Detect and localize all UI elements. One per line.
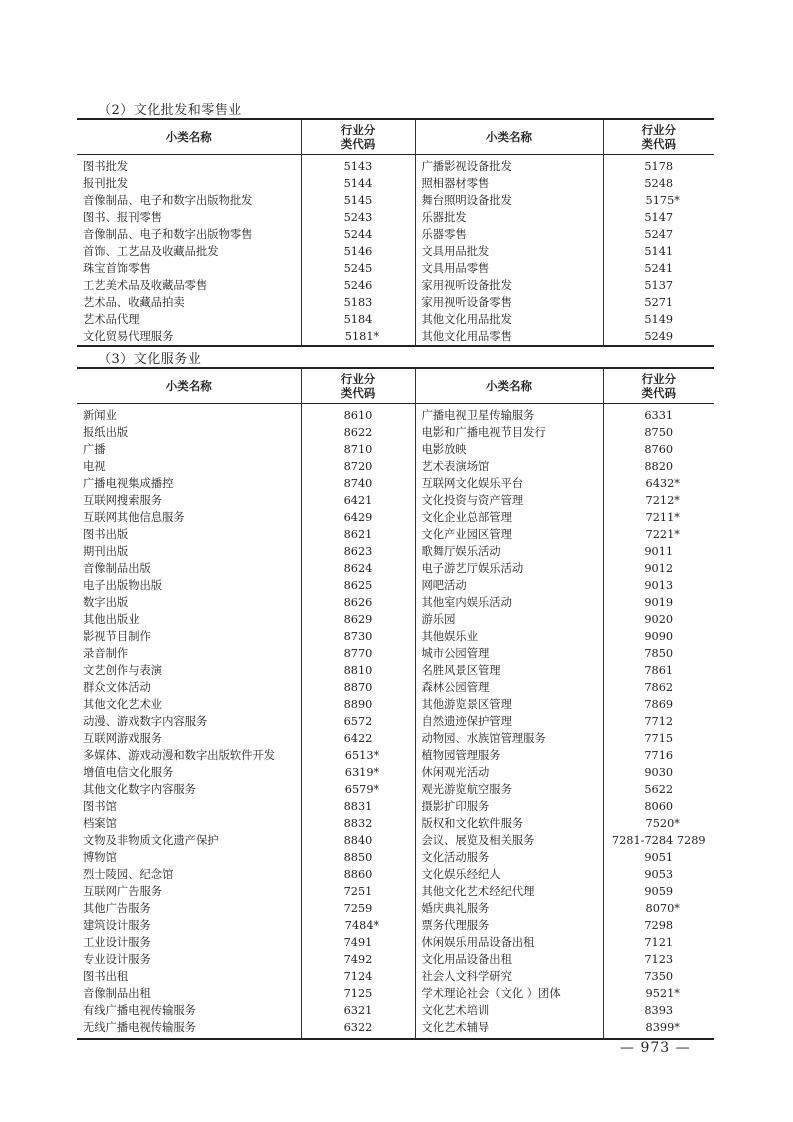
cell-right-code: 5147 <box>603 209 714 226</box>
cell-left-code: 5246 <box>301 277 415 294</box>
table-row <box>77 951 714 968</box>
cell-right-name: 文具用品批发 <box>415 243 603 260</box>
cell-right-name: 其他游览景区管理 <box>415 696 603 713</box>
header-code-left <box>301 119 415 155</box>
cell-left-code: 8770 <box>301 645 415 662</box>
cell-right-code: 6432* <box>603 475 714 492</box>
header-code-left <box>301 368 415 404</box>
cell-left-code: 8626 <box>301 594 415 611</box>
cell-right-name: 艺术表演场馆 <box>415 458 603 475</box>
cell-right-code: 5249 <box>603 328 714 346</box>
cell-right-code: 7212* <box>603 492 714 509</box>
cell-left-code: 8860 <box>301 866 415 883</box>
cell-right-code: 7211* <box>603 509 714 526</box>
cell-left-code: 8850 <box>301 849 415 866</box>
table-row <box>77 611 714 628</box>
cell-right-code: 5175* <box>603 192 714 209</box>
table-row <box>77 832 714 849</box>
cell-right-code: 9013 <box>603 577 714 594</box>
cell-left-code: 7491 <box>301 934 415 951</box>
header-code-left-text: 行业分类代码 <box>340 372 376 400</box>
table-row <box>77 458 714 475</box>
cell-right-name: 广播电视卫星传输服务 <box>415 404 603 425</box>
cell-left-code: 5144 <box>301 175 415 192</box>
cell-right-code: 7298 <box>603 917 714 934</box>
cell-right-name: 文化用品设备出租 <box>415 951 603 968</box>
cell-right-name: 婚庆典礼服务 <box>415 900 603 917</box>
cell-right-code: 5622 <box>603 781 714 798</box>
cell-left-name: 影视节目制作 <box>83 630 151 643</box>
cell-left-name: 文化贸易代理服务 <box>83 330 174 343</box>
cell-right-code: 7281-7284 7289 <box>603 832 714 849</box>
cell-right-name: 城市公园管理 <box>415 645 603 662</box>
cell-left-name: 报刊批发 <box>83 177 129 190</box>
cell-left-code: 8810 <box>301 662 415 679</box>
table-row <box>77 628 714 645</box>
cell-left-code: 8832 <box>301 815 415 832</box>
cell-right-name: 歌舞厅娱乐活动 <box>415 543 603 560</box>
cell-right-name: 文化娱乐经纪人 <box>415 866 603 883</box>
table-row <box>77 713 714 730</box>
cell-left-code: 5184 <box>301 311 415 328</box>
table-row <box>77 526 714 543</box>
table-body <box>77 155 714 347</box>
cell-left-name: 图书出租 <box>83 970 129 983</box>
cell-right-name: 文化产业园区管理 <box>415 526 603 543</box>
cell-left-code: 8610 <box>301 404 415 425</box>
cell-right-name: 其他文化用品批发 <box>415 311 603 328</box>
cell-right-name: 其他文化艺术经纪代理 <box>415 883 603 900</box>
cell-right-name: 网吧活动 <box>415 577 603 594</box>
cell-right-code: 7715 <box>603 730 714 747</box>
table-row <box>77 441 714 458</box>
cell-right-name: 票务代理服务 <box>415 917 603 934</box>
cell-right-name: 其他室内娱乐活动 <box>415 594 603 611</box>
header-code-left-text: 行业分类代码 <box>340 123 376 151</box>
cell-right-name: 广播影视设备批发 <box>415 155 603 176</box>
cell-right-name: 互联网文化娱乐平台 <box>415 475 603 492</box>
cell-left-name: 烈士陵园、纪念馆 <box>83 868 174 881</box>
cell-left-name: 文物及非物质文化遗产保护 <box>83 834 219 847</box>
cell-right-code: 9059 <box>603 883 714 900</box>
cell-right-name: 照相器材零售 <box>415 175 603 192</box>
cell-left-code: 7125 <box>301 985 415 1002</box>
table-row <box>77 294 714 311</box>
cell-left-name: 首饰、工艺品及收藏品批发 <box>83 245 219 258</box>
cell-right-name: 文化企业总部管理 <box>415 509 603 526</box>
table-row <box>77 747 714 764</box>
table-row <box>77 509 714 526</box>
cell-left-code: 8625 <box>301 577 415 594</box>
cell-left-code: 8621 <box>301 526 415 543</box>
cell-left-code: 6319* <box>301 764 415 781</box>
cell-right-name: 乐器批发 <box>415 209 603 226</box>
header-name-right: 小类名称 <box>415 119 603 155</box>
cell-left-code: 5143 <box>301 155 415 176</box>
cell-left-code: 8720 <box>301 458 415 475</box>
header-name-left: 小类名称 <box>165 379 212 393</box>
header-code-right <box>603 368 714 404</box>
cell-left-code: 5181* <box>301 328 415 346</box>
cell-right-code: 5248 <box>603 175 714 192</box>
cell-left-code: 5245 <box>301 260 415 277</box>
cell-right-name: 舞台照明设备批发 <box>415 192 603 209</box>
cell-left-name: 珠宝首饰零售 <box>83 262 151 275</box>
cell-right-code: 5149 <box>603 311 714 328</box>
cell-right-name: 学术理论社会（文化 ）团体 <box>415 985 603 1002</box>
cell-right-name: 电子游艺厅娱乐活动 <box>415 560 603 577</box>
cell-left-code: 8622 <box>301 424 415 441</box>
cell-left-code: 5146 <box>301 243 415 260</box>
cell-left-code: 5145 <box>301 192 415 209</box>
table-row <box>77 696 714 713</box>
cell-left-code: 6572 <box>301 713 415 730</box>
cell-right-code: 8399* <box>603 1019 714 1039</box>
header-name-left: 小类名称 <box>165 130 212 144</box>
cell-left-code: 8890 <box>301 696 415 713</box>
cell-right-code: 7861 <box>603 662 714 679</box>
cell-left-code: 8740 <box>301 475 415 492</box>
cell-left-name: 博物馆 <box>83 851 117 864</box>
table-row <box>77 662 714 679</box>
table-row <box>77 883 714 900</box>
header-code-right-text: 行业分类代码 <box>641 372 676 400</box>
cell-right-name: 其他文化用品零售 <box>415 328 603 346</box>
cell-right-code: 8760 <box>603 441 714 458</box>
cell-left-name: 其他文化艺术业 <box>83 698 163 711</box>
cell-right-code: 6331 <box>603 404 714 425</box>
cell-right-code: 5271 <box>603 294 714 311</box>
cell-left-code: 7484* <box>301 917 415 934</box>
cell-right-code: 7869 <box>603 696 714 713</box>
cell-right-code: 7121 <box>603 934 714 951</box>
cell-right-code: 5247 <box>603 226 714 243</box>
cell-left-name: 艺术品代理 <box>83 313 140 326</box>
cell-left-name: 图书出版 <box>83 528 129 541</box>
table-row <box>77 866 714 883</box>
cell-left-name: 互联网其他信息服务 <box>83 511 185 524</box>
cell-right-code: 9019 <box>603 594 714 611</box>
cell-left-name: 电子出版物出版 <box>83 579 163 592</box>
table-row <box>77 900 714 917</box>
cell-left-name: 音像制品出版 <box>83 562 151 575</box>
table-row <box>77 311 714 328</box>
cell-left-name: 录音制作 <box>83 647 129 660</box>
cell-right-code: 7716 <box>603 747 714 764</box>
cell-left-name: 其他文化数字内容服务 <box>83 783 196 796</box>
table-row <box>77 260 714 277</box>
cell-left-name: 建筑设计服务 <box>83 919 151 932</box>
cell-left-code: 6322 <box>301 1019 415 1039</box>
cell-left-code: 7259 <box>301 900 415 917</box>
cell-left-name: 增值电信文化服务 <box>83 766 174 779</box>
cell-left-name: 其他出版业 <box>83 613 140 626</box>
cell-left-code: 7124 <box>301 968 415 985</box>
table-wholesale-retail <box>77 118 714 347</box>
cell-left-name: 工艺美术品及收藏品零售 <box>83 279 208 292</box>
cell-right-code: 5178 <box>603 155 714 176</box>
table-row <box>77 594 714 611</box>
table-row <box>77 730 714 747</box>
cell-right-code: 9090 <box>603 628 714 645</box>
cell-left-code: 8629 <box>301 611 415 628</box>
cell-right-code: 5141 <box>603 243 714 260</box>
cell-left-code: 8730 <box>301 628 415 645</box>
cell-left-name: 广播电视集成播控 <box>83 477 174 490</box>
table-row <box>77 934 714 951</box>
cell-left-name: 互联网游戏服务 <box>83 732 163 745</box>
header-code-right-text: 行业分类代码 <box>641 123 676 151</box>
cell-right-code: 7520* <box>603 815 714 832</box>
cell-right-code: 9053 <box>603 866 714 883</box>
cell-right-code: 7221* <box>603 526 714 543</box>
table-row <box>77 849 714 866</box>
table-row <box>77 815 714 832</box>
cell-left-name: 图书、报刊零售 <box>83 211 163 224</box>
cell-right-code: 9521* <box>603 985 714 1002</box>
cell-left-code: 7492 <box>301 951 415 968</box>
cell-right-code: 9030 <box>603 764 714 781</box>
cell-right-code: 8070* <box>603 900 714 917</box>
cell-right-code: 7850 <box>603 645 714 662</box>
cell-right-name: 乐器零售 <box>415 226 603 243</box>
table-body <box>77 404 714 1040</box>
cell-right-name: 休闲观光活动 <box>415 764 603 781</box>
table-row <box>77 985 714 1002</box>
table-row <box>77 679 714 696</box>
cell-left-code: 6321 <box>301 1002 415 1019</box>
cell-right-name: 休闲娱乐用品设备出租 <box>415 934 603 951</box>
table-row <box>77 209 714 226</box>
cell-right-code: 5241 <box>603 260 714 277</box>
section-title-wholesale: （2）文化批发和零售业 <box>98 103 242 118</box>
table-cultural-services <box>77 367 714 1040</box>
cell-left-code: 8624 <box>301 560 415 577</box>
cell-left-code: 6421 <box>301 492 415 509</box>
table-row <box>77 543 714 560</box>
cell-right-name: 自然遗迹保护管理 <box>415 713 603 730</box>
cell-right-name: 电影和广播电视节目发行 <box>415 424 603 441</box>
cell-left-name: 图书馆 <box>83 800 117 813</box>
cell-right-code: 9012 <box>603 560 714 577</box>
cell-right-name: 版权和文化软件服务 <box>415 815 603 832</box>
cell-right-name: 电影放映 <box>415 441 603 458</box>
cell-left-name: 群众文体活动 <box>83 681 151 694</box>
section-title-services: （3）文化服务业 <box>98 352 202 367</box>
cell-left-name: 广播 <box>83 443 106 456</box>
cell-left-name: 有线广播电视传输服务 <box>83 1004 196 1017</box>
cell-left-name: 工业设计服务 <box>83 936 151 949</box>
cell-left-code: 6579* <box>301 781 415 798</box>
cell-right-name: 观光游览航空服务 <box>415 781 603 798</box>
cell-left-name: 期刊出版 <box>83 545 129 558</box>
cell-left-name: 艺术品、收藏品拍卖 <box>83 296 185 309</box>
cell-left-code: 8623 <box>301 543 415 560</box>
cell-left-code: 8840 <box>301 832 415 849</box>
table-header-row <box>77 119 714 155</box>
cell-right-name: 名胜风景区管理 <box>415 662 603 679</box>
cell-right-name: 文化活动服务 <box>415 849 603 866</box>
cell-right-name: 植物园管理服务 <box>415 747 603 764</box>
cell-right-name: 文化投资与资产管理 <box>415 492 603 509</box>
table-row <box>77 243 714 260</box>
cell-right-name: 家用视听设备零售 <box>415 294 603 311</box>
cell-left-name: 新闻业 <box>83 409 117 422</box>
cell-left-code: 5243 <box>301 209 415 226</box>
cell-left-code: 6513* <box>301 747 415 764</box>
table-row <box>77 1002 714 1019</box>
header-code-right <box>603 119 714 155</box>
cell-left-name: 档案馆 <box>83 817 117 830</box>
cell-left-name: 专业设计服务 <box>83 953 151 966</box>
cell-left-name: 数字出版 <box>83 596 129 609</box>
page-number: — 973 — <box>620 1040 691 1056</box>
cell-right-code: 7712 <box>603 713 714 730</box>
table-header-row <box>77 368 714 404</box>
cell-left-name: 报纸出版 <box>83 426 129 439</box>
cell-left-name: 多媒体、游戏动漫和数字出版软件开发 <box>83 749 276 762</box>
cell-left-code: 5244 <box>301 226 415 243</box>
table-row <box>77 155 714 176</box>
table-row <box>77 424 714 441</box>
cell-left-name: 动漫、游戏数字内容服务 <box>83 715 208 728</box>
header-name-right: 小类名称 <box>415 368 603 404</box>
cell-right-code: 9011 <box>603 543 714 560</box>
cell-left-name: 音像制品、电子和数字出版物批发 <box>83 194 253 207</box>
cell-right-code: 5137 <box>603 277 714 294</box>
cell-left-name: 音像制品出租 <box>83 987 151 1000</box>
cell-left-name: 互联网广告服务 <box>83 885 163 898</box>
table-row <box>77 1019 714 1039</box>
cell-right-name: 动物园、水族馆管理服务 <box>415 730 603 747</box>
cell-left-name: 其他广告服务 <box>83 902 151 915</box>
table-row <box>77 475 714 492</box>
table-row <box>77 175 714 192</box>
cell-left-code: 7251 <box>301 883 415 900</box>
table-row <box>77 226 714 243</box>
cell-right-code: 8750 <box>603 424 714 441</box>
cell-right-name: 社会人文科学研究 <box>415 968 603 985</box>
cell-left-code: 5183 <box>301 294 415 311</box>
cell-left-code: 8831 <box>301 798 415 815</box>
cell-right-name: 其他娱乐业 <box>415 628 603 645</box>
cell-left-name: 图书批发 <box>83 160 129 173</box>
table-row <box>77 645 714 662</box>
cell-right-name: 文具用品零售 <box>415 260 603 277</box>
cell-right-code: 9051 <box>603 849 714 866</box>
cell-left-name: 互联网搜索服务 <box>83 494 163 507</box>
cell-right-code: 9020 <box>603 611 714 628</box>
cell-right-name: 家用视听设备批发 <box>415 277 603 294</box>
table-row <box>77 968 714 985</box>
cell-right-name: 文化艺术培训 <box>415 1002 603 1019</box>
cell-left-name: 文艺创作与表演 <box>83 664 163 677</box>
table-row <box>77 577 714 594</box>
cell-right-code: 7123 <box>603 951 714 968</box>
table-row <box>77 492 714 509</box>
table-row <box>77 404 714 425</box>
cell-left-code: 6429 <box>301 509 415 526</box>
cell-right-code: 7862 <box>603 679 714 696</box>
cell-right-name: 森林公园管理 <box>415 679 603 696</box>
table-row <box>77 560 714 577</box>
cell-right-code: 8820 <box>603 458 714 475</box>
cell-left-name: 音像制品、电子和数字出版物零售 <box>83 228 253 241</box>
cell-right-name: 文化艺术辅导 <box>415 1019 603 1039</box>
cell-left-name: 无线广播电视传输服务 <box>83 1021 196 1034</box>
cell-left-code: 8710 <box>301 441 415 458</box>
cell-right-code: 7350 <box>603 968 714 985</box>
table-row <box>77 798 714 815</box>
table-row <box>77 328 714 346</box>
cell-left-code: 6422 <box>301 730 415 747</box>
table-row <box>77 781 714 798</box>
table-row <box>77 917 714 934</box>
cell-right-name: 游乐园 <box>415 611 603 628</box>
table-row <box>77 192 714 209</box>
cell-right-name: 会议、展览及相关服务 <box>415 832 603 849</box>
cell-right-code: 8393 <box>603 1002 714 1019</box>
cell-left-name: 电视 <box>83 460 106 473</box>
cell-left-code: 8870 <box>301 679 415 696</box>
table-row <box>77 277 714 294</box>
table-row <box>77 764 714 781</box>
cell-right-name: 摄影扩印服务 <box>415 798 603 815</box>
cell-right-code: 8060 <box>603 798 714 815</box>
